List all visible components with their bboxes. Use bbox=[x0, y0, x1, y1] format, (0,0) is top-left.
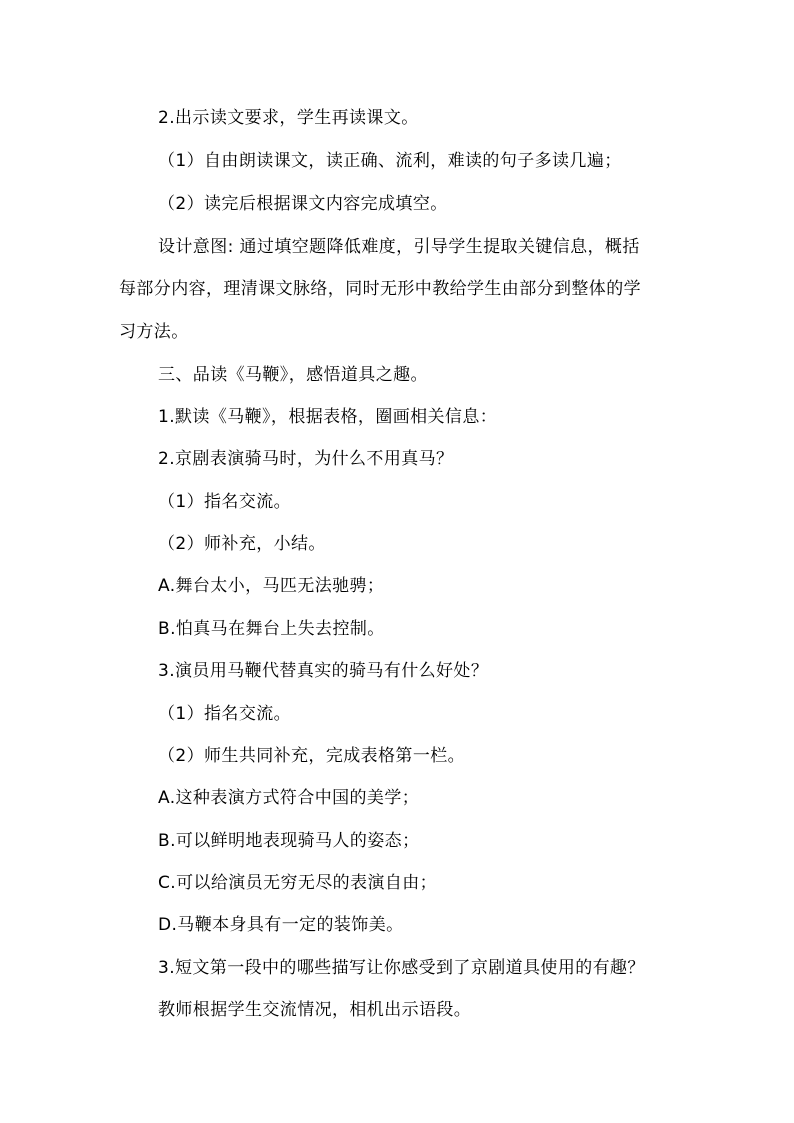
design-intent-line-1: 设计意图: 通过填空题降低难度，引导学生提取关键信息，概括 bbox=[158, 237, 640, 257]
question-3: 3.演员用马鞭代替真实的骑马有什么好处？ bbox=[158, 661, 489, 681]
answer-b: B.怕真马在舞台上失去控制。 bbox=[158, 619, 385, 639]
design-intent-line-2: 每部分内容，理清课文脉络，同时无形中教给学生由部分到整体的学 bbox=[119, 279, 641, 299]
design-intent-line-3: 习方法。 bbox=[119, 322, 189, 342]
question-3-paragraph-one: 3.短文第一段中的哪些描写让你感受到了京剧道具使用的有趣？ bbox=[158, 958, 645, 978]
question-3-item-2: （2）师生共同补充，完成表格第一栏。 bbox=[158, 746, 466, 766]
section-three-heading: 三、品读《马鞭》，感悟道具之趣。 bbox=[158, 365, 428, 385]
benefit-c: C.可以给演员无穷无尽的表演自由； bbox=[158, 873, 438, 893]
requirement-item-2: （2）读完后根据课文内容完成填空。 bbox=[158, 194, 448, 214]
question-2-item-1: （1）指名交流。 bbox=[158, 492, 292, 512]
step-1: 1.默读《马鞭》，根据表格，圈画相关信息： bbox=[158, 407, 498, 427]
benefit-d: D.马鞭本身具有一定的装饰美。 bbox=[158, 915, 404, 935]
requirement-item-1: （1）自由朗读课文，读正确、流利，难读的句子多读几遍； bbox=[158, 151, 622, 171]
question-2: 2.京剧表演骑马时，为什么不用真马？ bbox=[158, 449, 454, 469]
question-3-item-1: （1）指名交流。 bbox=[158, 704, 292, 724]
answer-a: A.舞台太小，马匹无法驰骋； bbox=[158, 576, 385, 596]
benefit-b: B.可以鲜明地表现骑马人的姿态； bbox=[158, 831, 420, 851]
reading-requirement-heading: 2.出示读文要求，学生再读课文。 bbox=[158, 108, 419, 128]
question-2-item-2: （2）师补充，小结。 bbox=[158, 534, 326, 554]
teacher-note: 教师根据学生交流情况，相机出示语段。 bbox=[158, 1000, 472, 1020]
benefit-a: A.这种表演方式符合中国的美学； bbox=[158, 788, 420, 808]
